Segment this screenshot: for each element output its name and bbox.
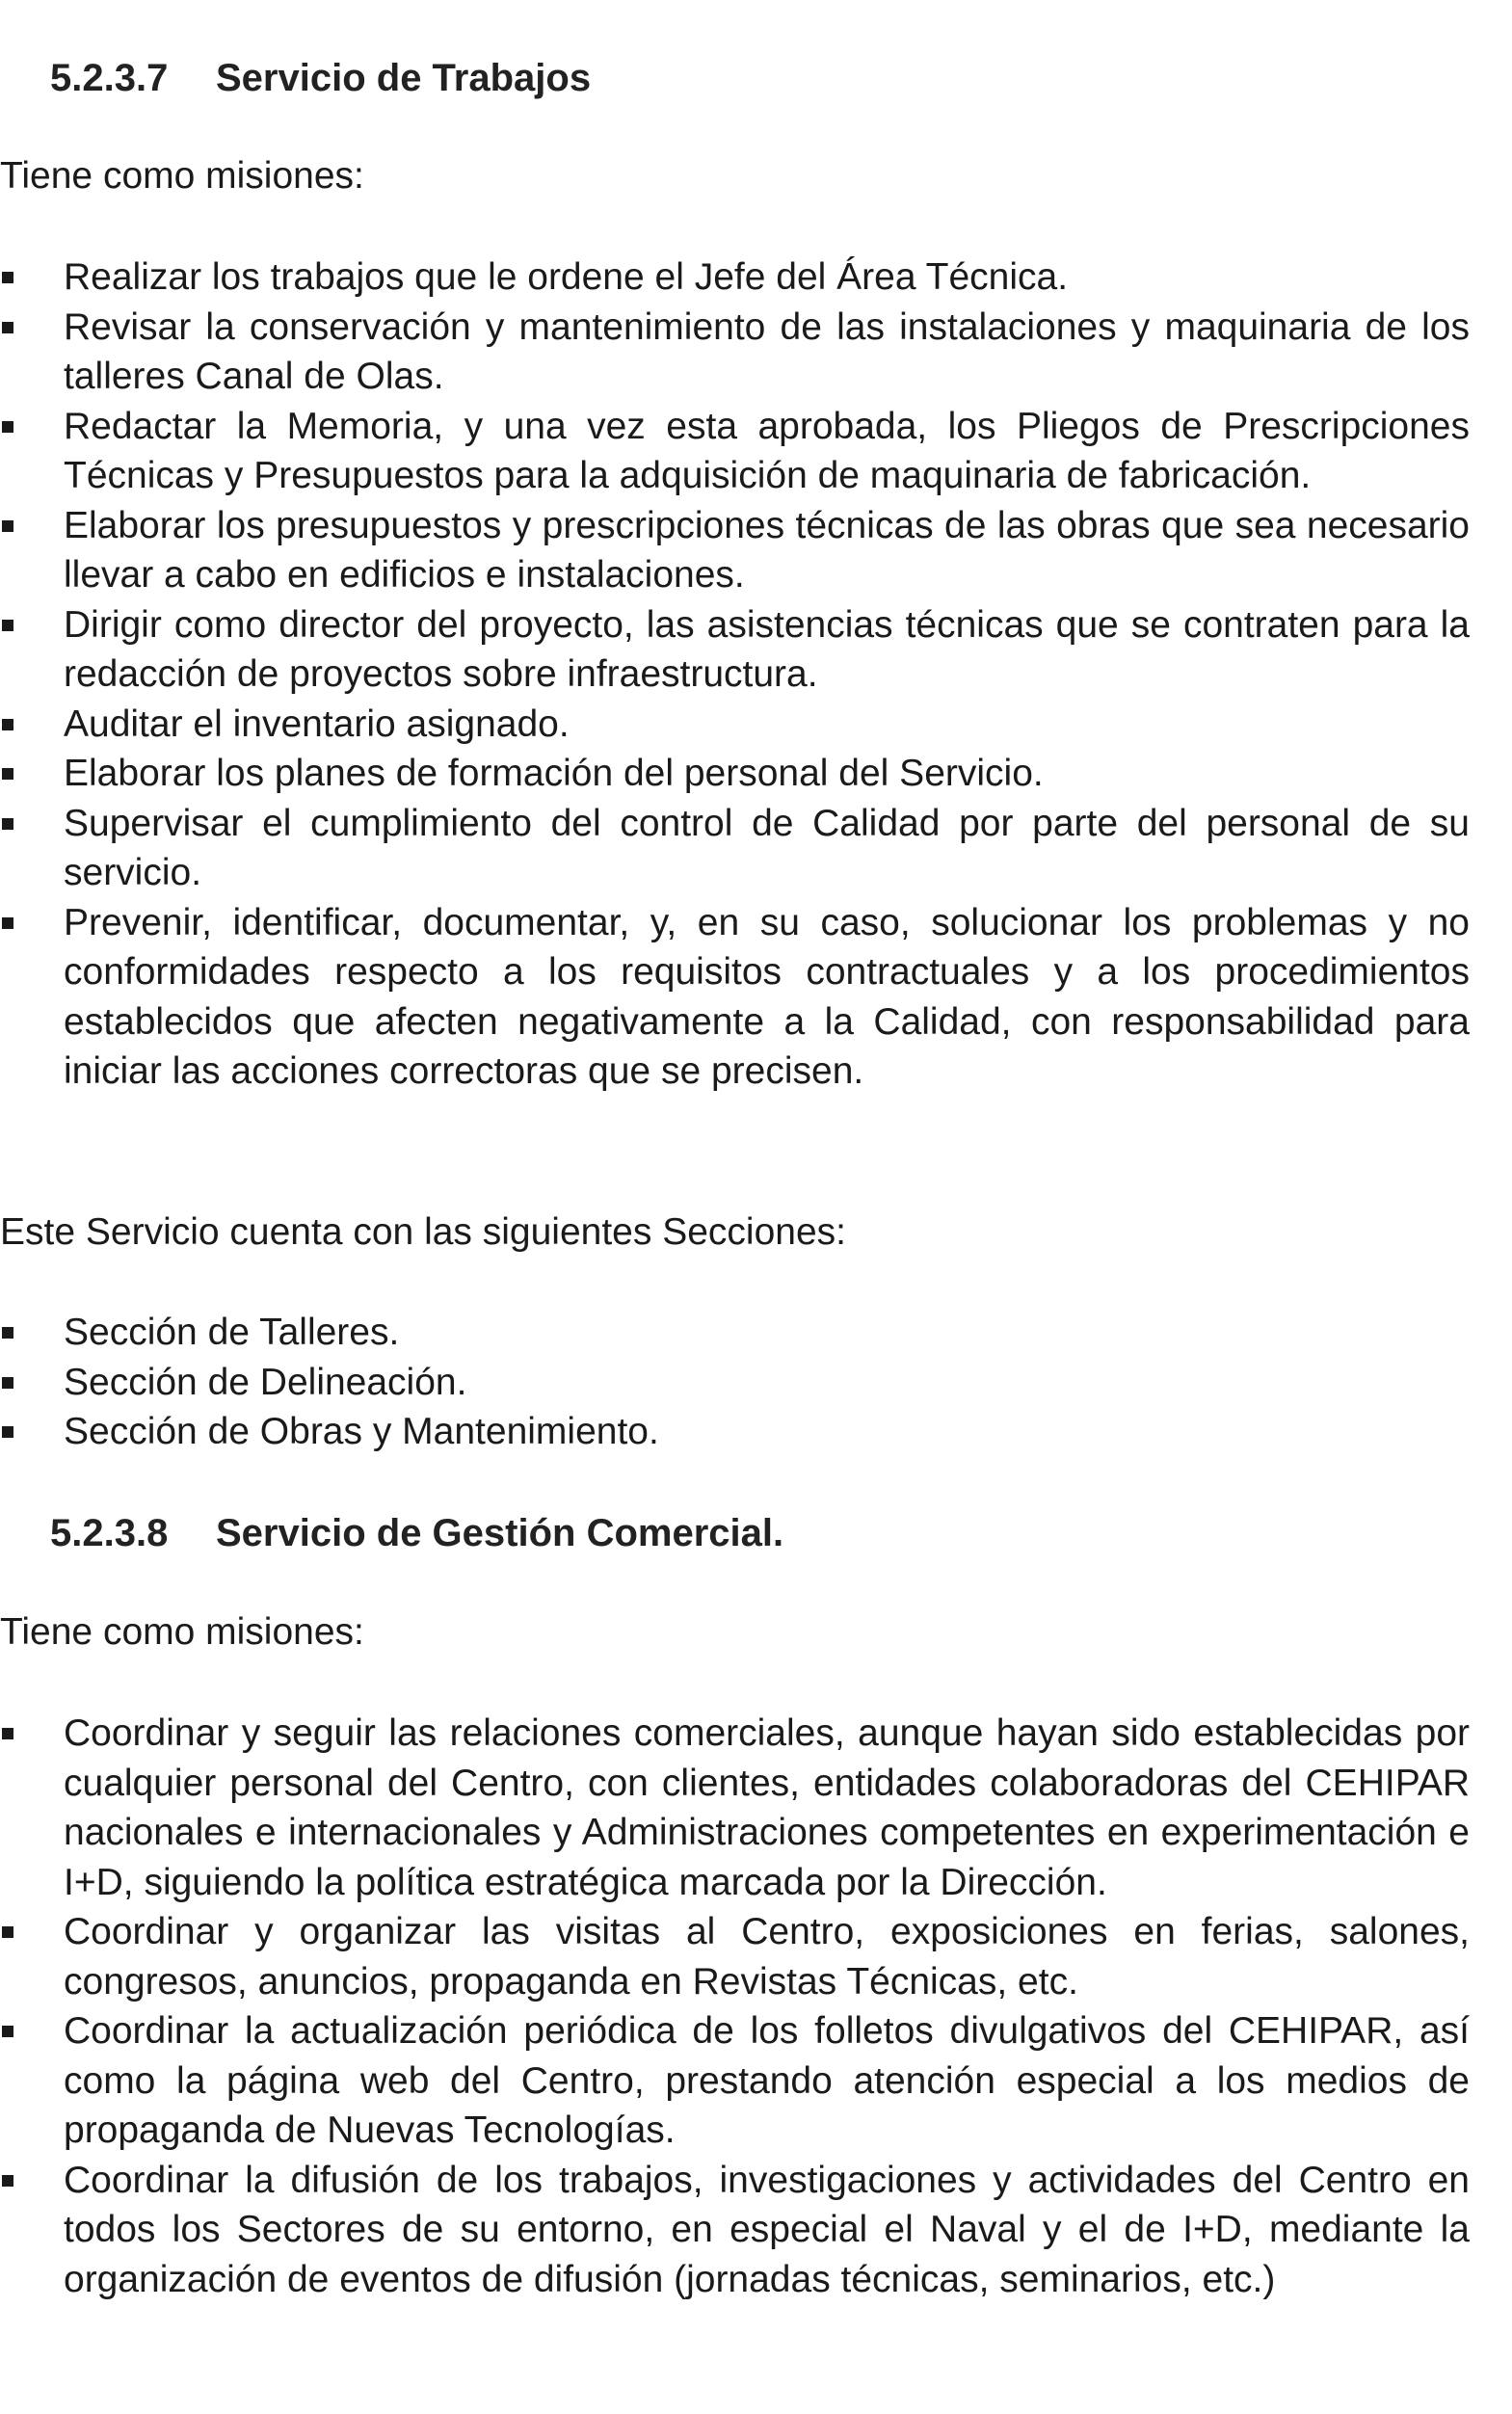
section-number: 5.2.3.7 bbox=[50, 57, 169, 99]
list-item bbox=[0, 600, 1470, 700]
list-item-text: Sección de Delineación. bbox=[64, 1361, 467, 1403]
list-item bbox=[0, 799, 1470, 898]
list-item-text: Supervisar el cumplimiento del control de Calidad por parte del personal de su servicio. bbox=[64, 802, 1470, 893]
list-item bbox=[0, 252, 1470, 303]
square-bullet-icon bbox=[2, 768, 13, 780]
square-bullet-icon bbox=[2, 2026, 13, 2037]
list-item-text: Coordinar y organizar las visitas al Centro, exposiciones en ferias, salones, congresos, anuncios, propaganda en Revistas Técnicas, etc. bbox=[64, 1911, 1470, 2003]
square-bullet-icon bbox=[2, 421, 13, 433]
square-bullet-icon bbox=[2, 620, 13, 631]
list-item-text: Sección de Talleres. bbox=[64, 1312, 400, 1353]
square-bullet-icon bbox=[2, 818, 13, 830]
list-item bbox=[0, 2006, 1470, 2156]
list-item-text: Elaborar los presupuestos y prescripciones técnicas de las obras que sea necesario llevar a cabo en edificios e instalaciones. bbox=[64, 504, 1470, 596]
missions-intro: Tiene como misiones: bbox=[0, 1611, 364, 1653]
list-item-text: Sección de Obras y Mantenimiento. bbox=[64, 1411, 659, 1452]
list-item-text: Revisar la conservación y mantenimiento de las instalaciones y maquinaria de los talleres Canal de Olas. bbox=[64, 305, 1470, 397]
list-item bbox=[0, 749, 1470, 799]
list-item-text: Auditar el inventario asignado. bbox=[64, 703, 570, 745]
missions-list-gestion-comercial bbox=[0, 1709, 1470, 2304]
list-item-text: Coordinar y seguir las relaciones comerciales, aunque hayan sido establecidas por cualquier personal del Centro, con clientes, entidades colaboradoras del CEHIPAR nacionales e internacionales y Administraciones competentes en experimentación e I+D, siguiendo la política estratégica marcada por la Dirección. bbox=[64, 1712, 1470, 1903]
list-item-text: Coordinar la actualización periódica de los folletos divulgativos del CEHIPAR, así como la página web del Centro, prestando atención especial a los medios de propaganda de Nuevas Tecnologías. bbox=[64, 2010, 1470, 2151]
list-item bbox=[0, 303, 1470, 402]
sections-list-trabajos bbox=[0, 1308, 1470, 1457]
square-bullet-icon bbox=[2, 719, 13, 730]
list-item bbox=[0, 1407, 1470, 1457]
list-item bbox=[0, 1907, 1470, 2006]
square-bullet-icon bbox=[2, 1327, 13, 1339]
missions-intro: Tiene como misiones: bbox=[0, 155, 364, 197]
square-bullet-icon bbox=[2, 520, 13, 532]
list-item bbox=[0, 402, 1470, 501]
square-bullet-icon bbox=[2, 1377, 13, 1389]
list-item-text: Redactar la Memoria, y una vez esta aprobada, los Pliegos de Prescripciones Técnicas y Presupuestos para la adquisición de maquinaria de fabricación. bbox=[64, 405, 1470, 496]
list-item bbox=[0, 700, 1470, 750]
square-bullet-icon bbox=[2, 2175, 13, 2187]
list-item-text: Coordinar la difusión de los trabajos, investigaciones y actividades del Centro en todos los Sectores de su entorno, en especial el Naval y el de I+D, mediante la organización de eventos de difusión (jornadas técnicas, seminarios, etc.) bbox=[64, 2159, 1470, 2300]
list-item-text: Elaborar los planes de formación del personal del Servicio. bbox=[64, 753, 1044, 794]
section-number: 5.2.3.8 bbox=[50, 1512, 169, 1554]
list-item bbox=[0, 1358, 1470, 1408]
square-bullet-icon bbox=[2, 1426, 13, 1438]
square-bullet-icon bbox=[2, 1728, 13, 1739]
list-item bbox=[0, 898, 1470, 1097]
square-bullet-icon bbox=[2, 917, 13, 929]
list-item-text: Dirigir como director del proyecto, las asistencias técnicas que se contraten para la redacción de proyectos sobre infraestructura. bbox=[64, 603, 1470, 695]
square-bullet-icon bbox=[2, 272, 13, 283]
section-heading-gestion-comercial bbox=[50, 1508, 783, 1558]
list-item-text: Realizar los trabajos que le ordene el Jefe del Área Técnica. bbox=[64, 256, 1069, 298]
section-title: Servicio de Trabajos bbox=[216, 57, 592, 99]
list-item bbox=[0, 501, 1470, 600]
list-item-text: Prevenir, identificar, documentar, y, en su caso, solucionar los problemas y no conformidades respecto a los requisitos contractuales y a los procedimientos establecidos que afecten negativamente a la Calidad, con responsabilidad para iniciar las acciones correctoras que se precisen. bbox=[64, 901, 1470, 1092]
missions-list-trabajos bbox=[0, 252, 1470, 1097]
section-title: Servicio de Gestión Comercial. bbox=[216, 1512, 784, 1554]
list-item bbox=[0, 2156, 1470, 2305]
square-bullet-icon bbox=[2, 322, 13, 333]
square-bullet-icon bbox=[2, 1926, 13, 1938]
section-heading-trabajos bbox=[50, 53, 591, 103]
list-item bbox=[0, 1709, 1470, 1907]
list-item bbox=[0, 1308, 1470, 1358]
sections-intro: Este Servicio cuenta con las siguientes Secciones: bbox=[0, 1211, 846, 1253]
